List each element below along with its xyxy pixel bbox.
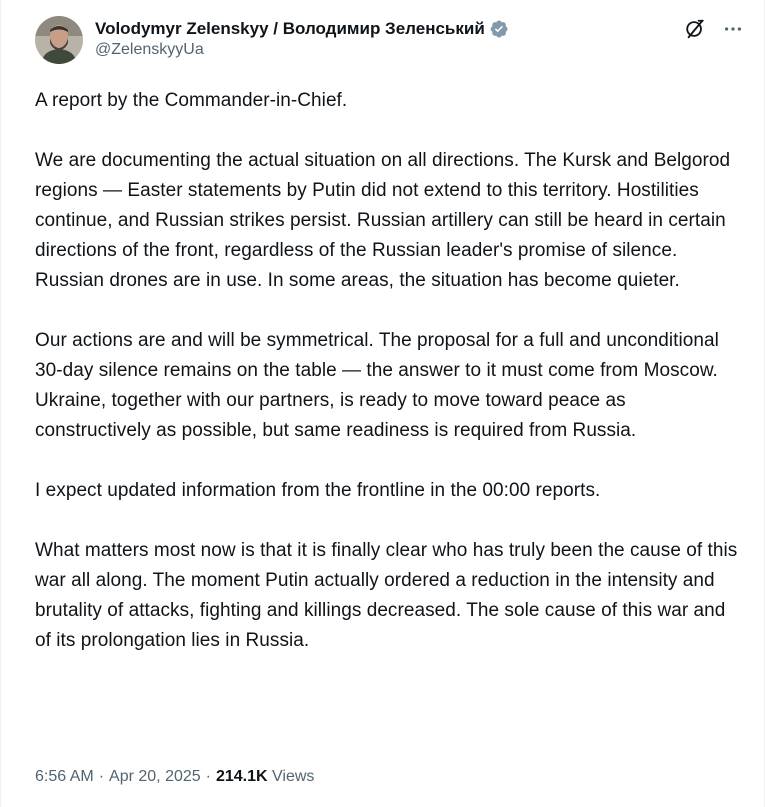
tweet-paragraph: We are documenting the actual situation on all directions. The Kursk and Belgorod regions — Easter statements by Putin did not extend to this territory. Hostilities continue, and Russian strikes persist. Russian artillery can still be heard in certain directions of the front, regardless of the Russian leader's promise of silence. Russian drones are in use. In some areas, the situation has become quieter. <box>35 150 731 291</box>
meta-separator: · <box>98 768 105 785</box>
author-display-name[interactable]: Volodymyr Zelenskyy / Володимир Зеленський <box>95 19 485 38</box>
tweet-paragraph: What matters most now is that it is finally clear who has truly been the cause of this war all along. The moment Putin actually ordered a reduction in the intensity and brutality of attacks, fighting and killings decreased. The sole cause of this war and of its prolongation lies in Russia. <box>35 540 738 651</box>
tweet-paragraph: A report by the Commander-in-Chief. <box>35 90 348 111</box>
tweet-time[interactable]: 6:56 AM <box>35 768 94 785</box>
name-row <box>95 18 509 40</box>
tweet-header <box>35 14 746 70</box>
views-label: Views <box>272 768 315 785</box>
author-info <box>95 14 509 60</box>
grok-icon[interactable] <box>682 16 708 42</box>
tweet-paragraph: Our actions are and will be symmetrical. The proposal for a full and unconditional 30-day silence remains on the table — the answer to it must come from Moscow. Ukraine, together with our partners, is ready to move toward peace as constructively as possible, but same readiness is required from Russia. <box>35 330 719 441</box>
verified-badge-icon[interactable] <box>489 19 509 39</box>
meta-separator: · <box>205 768 211 785</box>
tweet-text <box>35 86 746 656</box>
views-link[interactable] <box>216 765 314 789</box>
views-count: 214.1K <box>215 768 268 785</box>
avatar-image <box>35 16 83 64</box>
header-actions <box>682 16 746 42</box>
tweet-meta <box>35 765 314 789</box>
tweet-date[interactable]: Apr 20, 2025 <box>109 768 201 785</box>
avatar[interactable] <box>35 16 83 64</box>
more-icon[interactable] <box>720 16 746 42</box>
tweet-paragraph: I expect updated information from the frontline in the 00:00 reports. <box>35 480 601 501</box>
author-handle[interactable]: @ZelenskyyUa <box>95 41 204 58</box>
